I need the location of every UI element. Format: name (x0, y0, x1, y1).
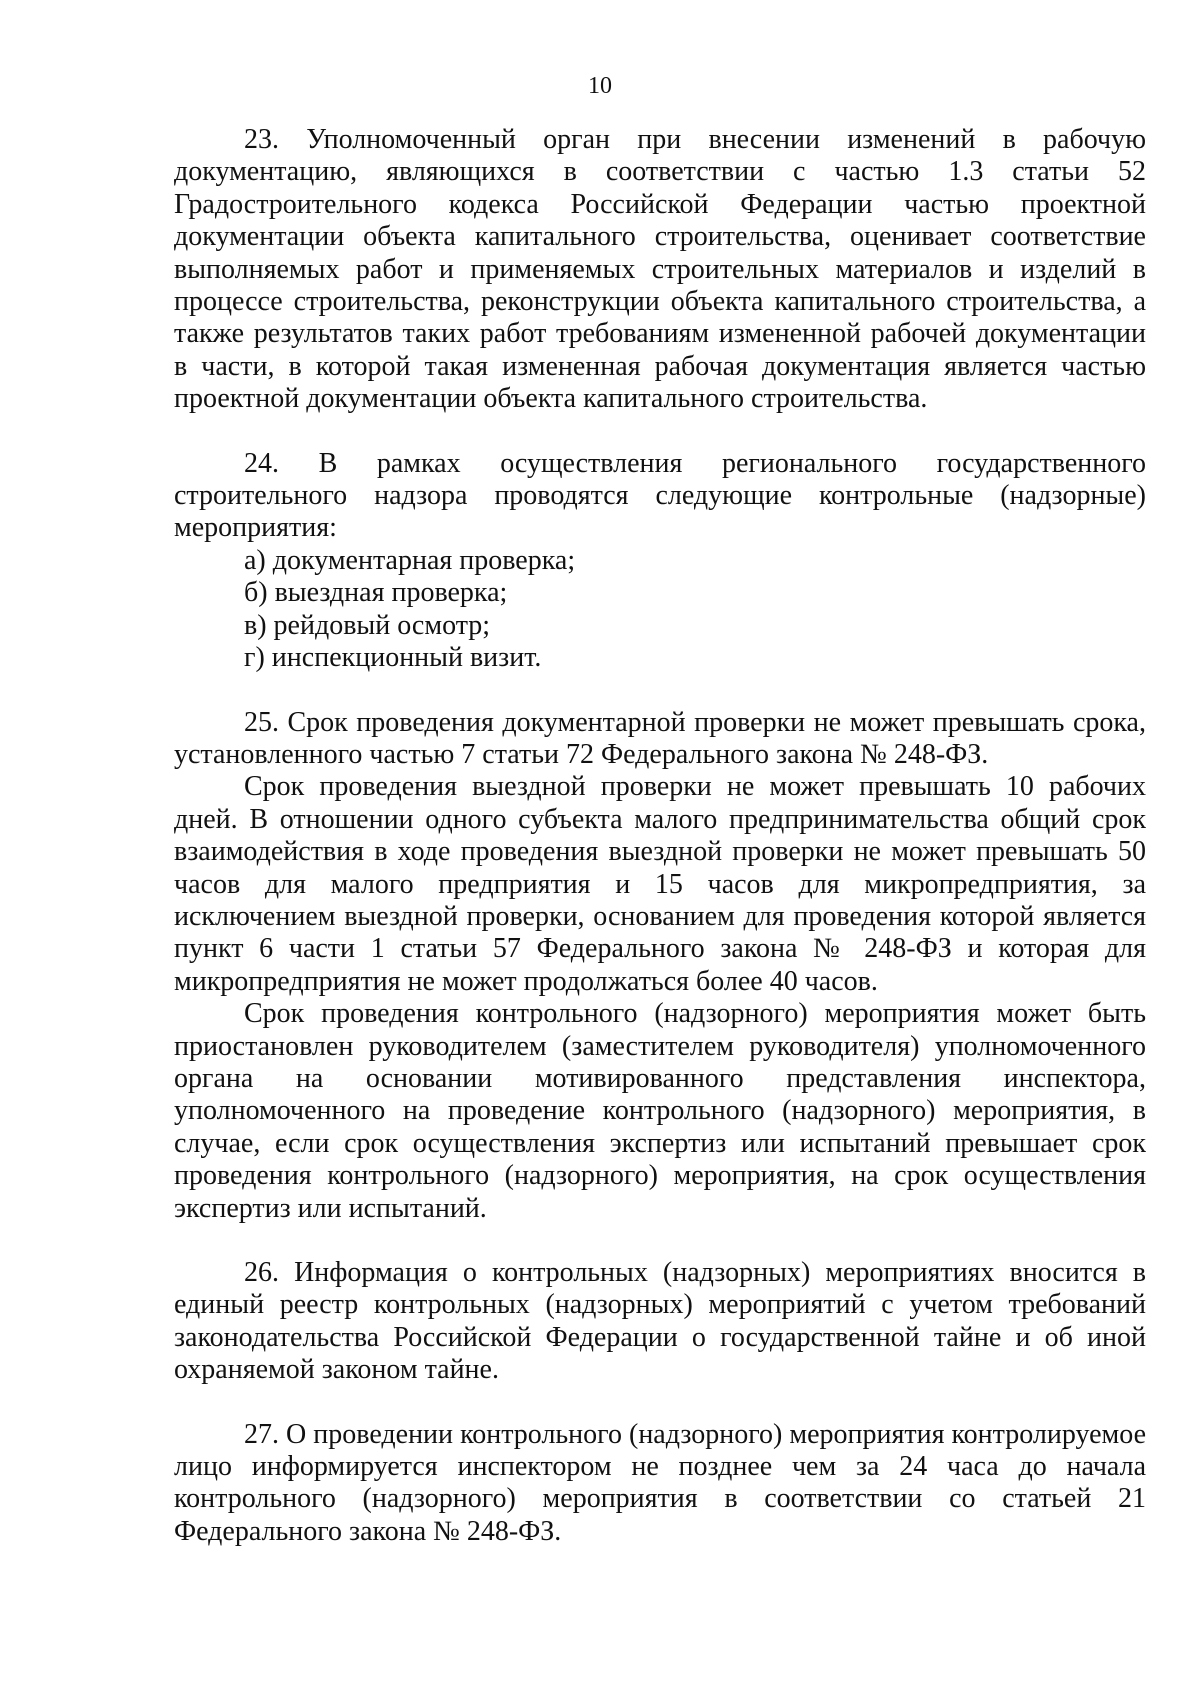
paragraph-25-inspection-duration: Срок проведения выездной проверки не может превышать 10 рабочих дней. В отношении одного субъекта малого предпринимательства общий срок взаимодействия в ходе проведения выездной проверки не может превышать 50 часов для малого предприятия и 15 часов для микропредприятия, за исключением выездной проверки, основанием для проведения которой является пункт 6 части 1 статьи 57 Федерального закона № 248-ФЗ и которая для микропредприятия не может продолжаться более 40 часов. (174, 771, 1146, 997)
list-item-a: а) документарная проверка; (244, 544, 576, 576)
paragraph-24: 24. В рамках осуществления регионального государственного строительного надзора проводятся следующие контрольные (надзорные) мероприятия: (174, 447, 1146, 544)
document-body (174, 124, 1146, 1548)
page-number: 10 (588, 73, 612, 99)
paragraph-23: 23. Уполномоченный орган при внесении изменений в рабочую документацию, являющихся в соответствии с частью 1.3 статьи 52 Градостроительного кодекса Российской Федерации частью проектной документации объекта капитального строительства, оценивает соответствие выполняемых работ и применяемых строительных материалов и изделий в процессе строительства, реконструкции объекта капитального строительства, а также результатов таких работ требованиям измененной рабочей документации в части, в которой такая измененная рабочая документация является частью проектной документации объекта капитального строительства. (174, 124, 1146, 415)
paragraph-25: 25. Срок проведения документарной проверки не может превышать срока, установленного частью 7 статьи 72 Федерального закона № 248-ФЗ. (174, 706, 1146, 770)
paragraph-25-suspension: Срок проведения контрольного (надзорного) мероприятия может быть приостановлен руководителем (заместителем руководителя) уполномоченного органа на основании мотивированного представления инспектора, уполномоченного на проведение контрольного (надзорного) мероприятия, в случае, если срок осуществления экспертиз или испытаний превышает срок проведения контрольного (надзорного) мероприятия, на срок осуществления экспертиз или испытаний. (174, 998, 1146, 1224)
paragraph-26: 26. Информация о контрольных (надзорных) мероприятиях вносится в единый реестр контрольных (надзорных) мероприятий с учетом требований законодательства Российской Федерации о государственной тайне и об иной охраняемой законом тайне. (174, 1257, 1146, 1386)
list-item-v: в) рейдовый осмотр; (244, 609, 491, 641)
list-item-b: б) выездная проверка; (244, 577, 508, 609)
list-item-g: г) инспекционный визит. (244, 642, 542, 674)
paragraph-27: 27. О проведении контрольного (надзорного) мероприятия контролируемое лицо информируется инспектором не позднее чем за 24 часа до начала контрольного (надзорного) мероприятия в соответствии со статьей 21 Федерального закона № 248-ФЗ. (174, 1418, 1146, 1547)
